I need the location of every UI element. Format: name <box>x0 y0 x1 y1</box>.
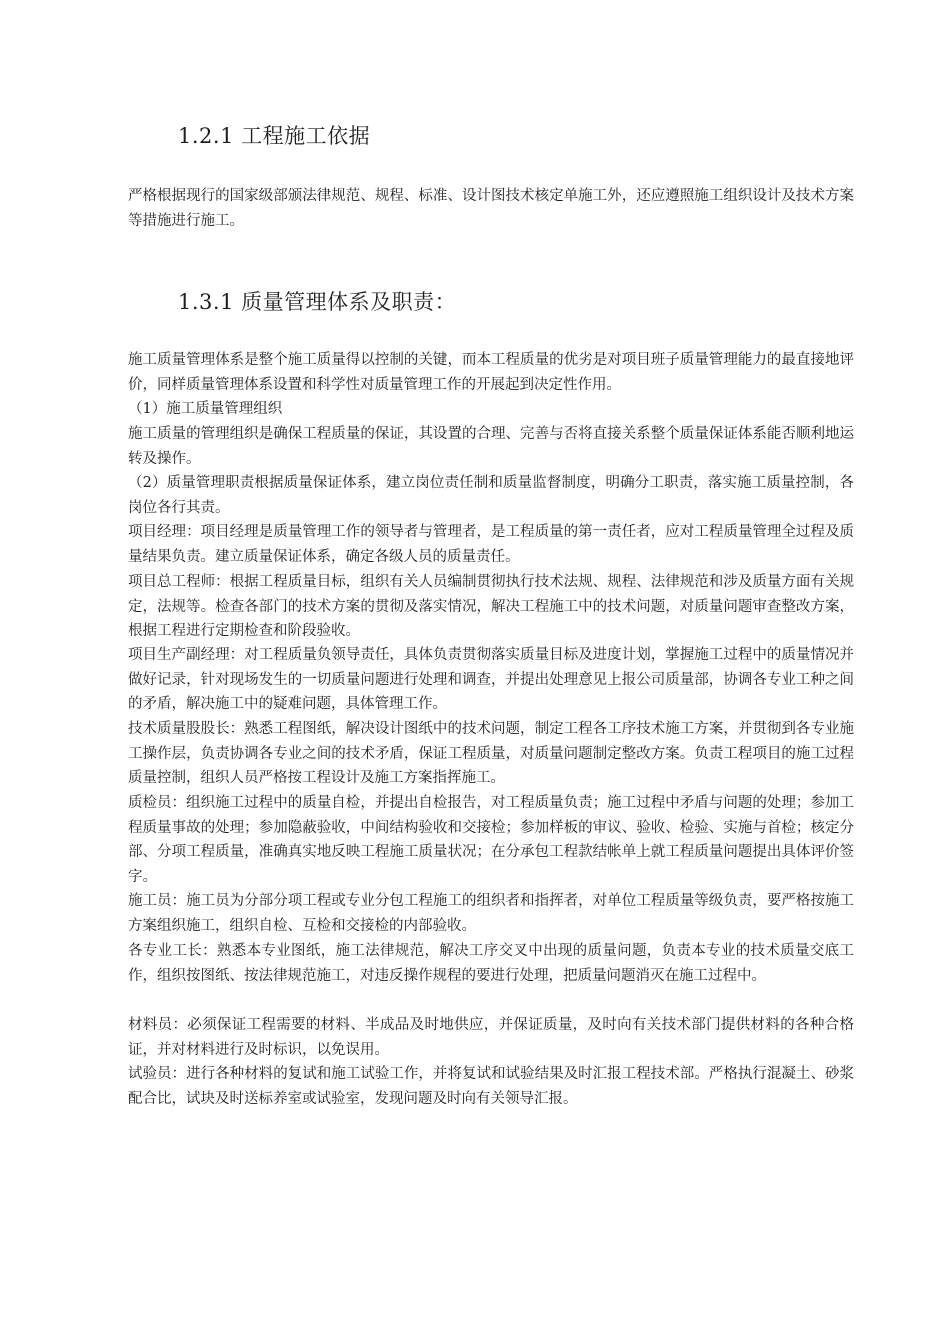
section-heading-construction-basis: 1.2.1 工程施工依据 <box>178 124 371 148</box>
paragraph-item-2-responsibilities: （2）质量管理职责根据质量保证体系，建立岗位责任制和质量监督制度，明确分工职责，落实施工质量控制，各岗位各行其责。 <box>128 475 854 516</box>
paragraph-item-1-heading: （1）施工质量管理组织 <box>128 401 283 417</box>
paragraph-specialty-foreman: 各专业工长：熟悉本专业图纸，施工法律规范，解决工序交叉中出现的质量问题，负责本专业的技术质量交底工作，组织按图纸、按法律规范施工，对违反操作规程的要进行处理，把质量问题消灭在施工过程中。 <box>128 943 854 984</box>
paragraph-quality-system-intro: 施工质量管理体系是整个施工质量得以控制的关键，而本工程质量的优劣是对项目班子质量管理能力的最直接地评价，同样质量管理体系设置和科学性对质量管理工作的开展起到决定性作用。 <box>128 352 854 393</box>
paragraph-construction-basis: 严格根据现行的国家级部颁法律规范、规程、标准、设计图技术核定单施工外，还应遵照施工组织设计及技术方案等措施进行施工。 <box>128 188 854 229</box>
section-heading-quality-system: 1.3.1 质量管理体系及职责： <box>178 290 457 314</box>
paragraph-quality-organization: 施工质量的管理组织是确保工程质量的保证，其设置的合理、完善与否将直接关系整个质量保证体系能否顺利地运转及操作。 <box>128 426 854 467</box>
paragraph-deputy-production-manager: 项目生产副经理：对工程质量负领导责任，具体负责贯彻落实质量目标及进度计划，掌握施工过程中的质量情况并做好记录，针对现场发生的一切质量问题进行处理和调查，并提出处理意见上报公司质量部，协调各专业工种之间的矛盾，解决施工中的疑难问题，具体管理工作。 <box>128 647 854 713</box>
paragraph-technical-quality-chief: 技术质量股股长：熟悉工程图纸，解决设计图纸中的技术问题，制定工程各工序技术施工方案，并贯彻到各专业施工操作层，负责协调各专业之间的技术矛盾，保证工程质量，对质量问题制定整改方案。负责工程项目的施工过程质量控制，组织人员严格按工程设计及施工方案指挥施工。 <box>128 721 854 787</box>
paragraph-material-officer: 材料员：必须保证工程需要的材料、半成品及时地供应，并保证质量，及时向有关技术部门提供材料的各种合格证，并对材料进行及时标识，以免误用。 <box>128 1017 854 1058</box>
paragraph-project-manager: 项目经理：项目经理是质量管理工作的领导者与管理者，是工程质量的第一责任者，应对工程质量管理全过程及质量结果负责。建立质量保证体系，确定各级人员的质量责任。 <box>128 524 854 565</box>
paragraph-quality-inspector: 质检员：组织施工过程中的质量自检，并提出自检报告，对工程质量负责；施工过程中矛盾与问题的处理；参加工程质量事故的处理；参加隐蔽验收，中间结构验收和交接检；参加样板的审议、验收、检验、实施与首检；核定分部、分项工程质量，准确真实地反映工程施工质量状况；在分承包工程款结帐单上就工程质量问题提出具体评价签字。 <box>128 795 854 885</box>
paragraph-construction-worker: 施工员：施工员为分部分项工程或专业分包工程施工的组织者和指挥者，对单位工程质量等级负责，要严格按施工方案组织施工，组织自检、互检和交接检的内部验收。 <box>128 893 854 934</box>
paragraph-chief-engineer: 项目总工程师：根据工程质量目标，组织有关人员编制贯彻执行技术法规、规程、法律规范和涉及质量方面有关规定，法规等。检查各部门的技术方案的贯彻及落实情况，解决工程施工中的技术问题，对质量问题审查整改方案，根据工程进行定期检查和阶段验收。 <box>128 574 854 640</box>
paragraph-tester: 试验员：进行各种材料的复试和施工试验工作，并将复试和试验结果及时汇报工程技术部。严格执行混凝土、砂浆配合比，试块及时送标养室或试验室，发现问题及时向有关领导汇报。 <box>128 1066 854 1107</box>
